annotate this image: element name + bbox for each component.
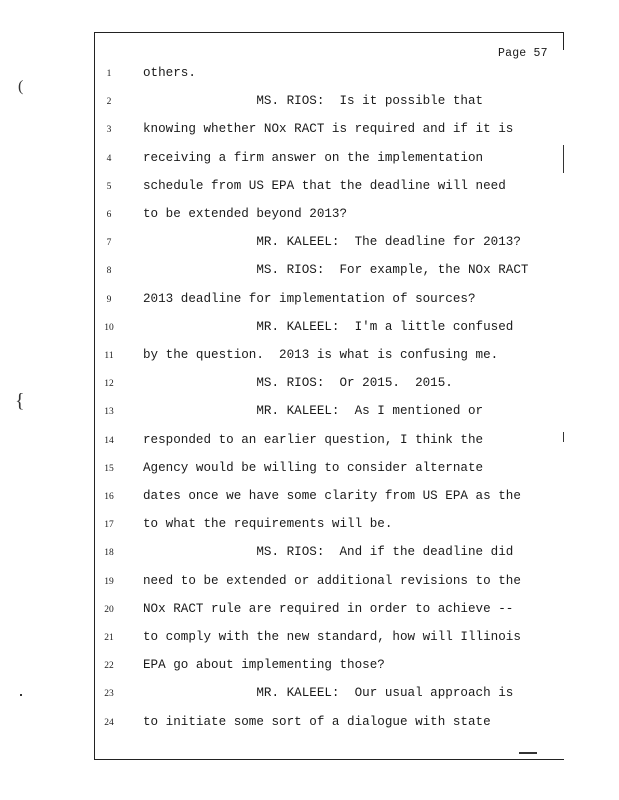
transcript-line-text: MS. RIOS: For example, the NOx RACT xyxy=(143,263,529,278)
line-number: 18 xyxy=(104,548,114,559)
transcript-line-text: schedule from US EPA that the deadline will need xyxy=(143,178,506,193)
line-number: 10 xyxy=(104,322,114,333)
transcript-line-text: MS. RIOS: And if the deadline did xyxy=(143,545,514,560)
transcript-line-text: to be extended beyond 2013? xyxy=(143,207,348,221)
transcript-line-text: responded to an earlier question, I think the xyxy=(143,432,484,447)
scan-artifact-right-1 xyxy=(563,145,564,173)
line-number: 13 xyxy=(104,407,114,418)
line-number: 6 xyxy=(106,210,112,220)
transcript-line-text: Agency would be willing to consider alternate xyxy=(143,460,484,475)
transcript-line-text: knowing whether NOx RACT is required and if it is xyxy=(143,122,514,137)
transcript-line-text: MR. KALEEL: Our usual approach is xyxy=(143,686,514,701)
transcript-line-text: MS. RIOS: Or 2015. 2015. xyxy=(143,376,453,391)
transcript-line-text: MS. RIOS: Is it possible that xyxy=(143,94,484,109)
line-number: 24 xyxy=(104,717,114,728)
line-number: 14 xyxy=(104,435,114,446)
transcript-line-text: need to be extended or additional revisions to the xyxy=(143,573,521,588)
transcript-line-text: 2013 deadline for implementation of sources? xyxy=(143,291,476,306)
transcript-line-text: receiving a firm answer on the implementation xyxy=(143,150,484,165)
line-number: 16 xyxy=(104,492,114,502)
transcript-line-text: dates once we have some clarity from US EPA as the xyxy=(143,489,521,503)
line-number: 2 xyxy=(106,97,112,108)
transcript-line-text: to initiate some sort of a dialogue with state xyxy=(143,714,491,729)
line-number: 7 xyxy=(106,238,112,249)
line-number: 20 xyxy=(104,604,114,615)
line-number: 12 xyxy=(104,379,114,390)
transcript-line-text: EPA go about implementing those? xyxy=(143,658,385,673)
line-number: 8 xyxy=(106,266,112,277)
line-number: 15 xyxy=(104,463,114,474)
transcript-line-text: MR. KALEEL: I'm a little confused xyxy=(143,319,514,334)
transcript-line-text: MR. KALEEL: The deadline for 2013? xyxy=(143,235,521,250)
transcript-line-text: by the question. 2013 is what is confusing me. xyxy=(143,348,499,362)
transcript-page-frame xyxy=(94,32,564,760)
scan-artifact-dot xyxy=(20,694,22,696)
line-number: 17 xyxy=(104,520,114,531)
line-number: 11 xyxy=(104,351,114,361)
scan-artifact-bottom xyxy=(519,752,537,754)
transcript-line-text: MR. KALEEL: As I mentioned or xyxy=(143,404,484,419)
transcript-line-text: others. xyxy=(143,66,196,80)
transcript-line-text: NOx RACT rule are required in order to achieve -- xyxy=(143,601,514,616)
line-number: 9 xyxy=(106,294,112,305)
line-number: 23 xyxy=(104,689,114,700)
page-number: Page 57 xyxy=(498,47,548,60)
line-number: 1 xyxy=(106,69,112,79)
transcript-line-text: to comply with the new standard, how will Illinois xyxy=(143,630,521,644)
line-number: 19 xyxy=(104,576,114,587)
frame-right-edge xyxy=(563,32,564,50)
scan-artifact-right-2 xyxy=(563,432,564,442)
transcript-line-text: to what the requirements will be. xyxy=(143,517,393,532)
line-number: 4 xyxy=(106,153,112,164)
line-number: 21 xyxy=(104,633,114,643)
line-number: 22 xyxy=(104,661,114,672)
margin-mark-middle: { xyxy=(15,390,25,412)
line-number: 3 xyxy=(106,125,112,136)
margin-mark-top: ( xyxy=(18,78,24,95)
line-number: 5 xyxy=(106,181,112,192)
